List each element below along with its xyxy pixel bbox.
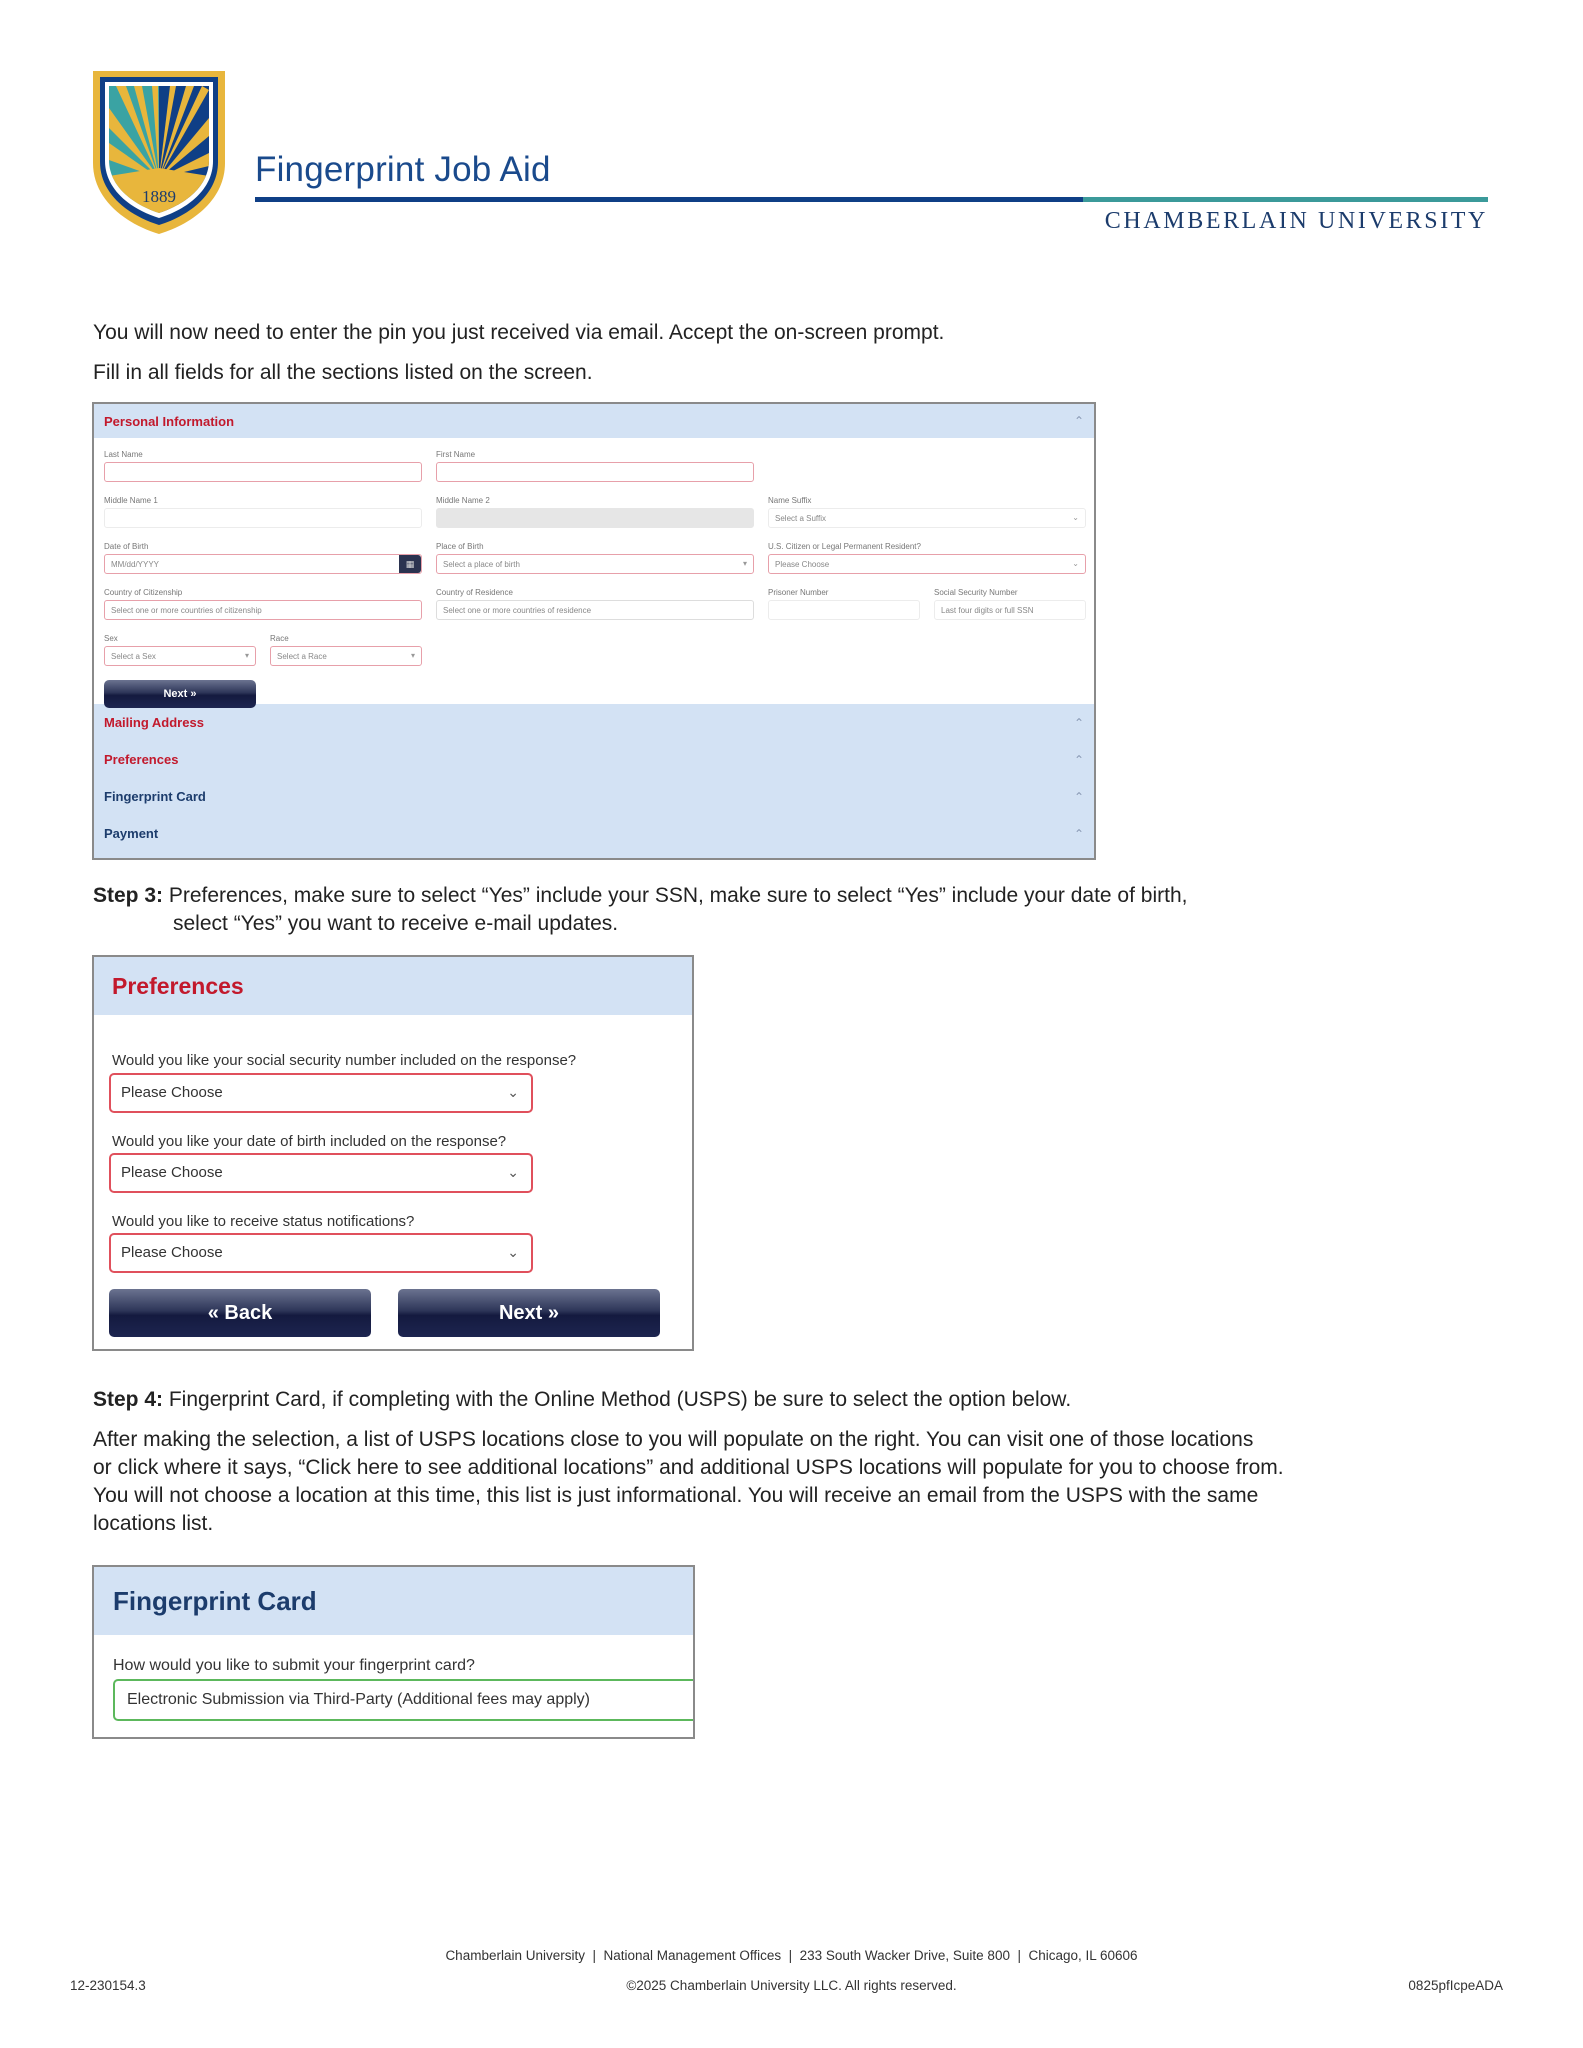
preferences-body	[94, 1015, 692, 1351]
footer-left-code: 12-230154.3	[70, 1978, 146, 1993]
chevron-up-icon[interactable]: ⌃	[1073, 715, 1084, 730]
calendar-icon[interactable]: ▦	[399, 555, 421, 573]
middle-name-2-input	[436, 508, 754, 528]
place-of-birth-label: Place of Birth	[436, 542, 484, 551]
chevron-down-icon: ⌄	[1072, 559, 1079, 568]
dob-label: Date of Birth	[104, 542, 149, 551]
preferences-title: Preferences	[112, 972, 244, 999]
residence-label: Country of Residence	[436, 588, 513, 597]
chevron-up-icon[interactable]: ⌃	[1073, 789, 1084, 804]
step-3-line-1	[93, 882, 1187, 910]
name-suffix-value: Select a Suffix	[775, 514, 826, 523]
step-3-text: Preferences, make sure to select “Yes” include your SSN, make sure to select “Yes” include your date of birth,	[168, 884, 1188, 907]
dob-placeholder: MM/dd/YYYY	[111, 560, 160, 569]
prisoner-number-input[interactable]	[768, 600, 920, 620]
us-citizen-label: U.S. Citizen or Legal Permanent Resident?	[768, 542, 921, 551]
sex-select[interactable]	[104, 646, 256, 666]
us-citizen-value: Please Choose	[775, 560, 830, 569]
personal-info-body	[94, 438, 1094, 704]
preferences-next-button[interactable]: Next »	[398, 1289, 660, 1337]
personal-info-header[interactable]	[94, 404, 1094, 438]
ssn-question-select[interactable]	[109, 1073, 533, 1113]
step-4-para-line: locations list.	[93, 1512, 214, 1535]
sex-value: Select a Sex	[111, 652, 156, 661]
middle-name-2-label: Middle Name 2	[436, 496, 490, 505]
notifications-question-label: Would you like to receive status notifications?	[112, 1213, 415, 1230]
step-4-para-line: or click where it says, “Click here to see additional locations” and additional USPS locations will populate for you to choose from.	[93, 1456, 1284, 1479]
header-rule-teal	[1083, 197, 1488, 202]
chevron-up-icon[interactable]: ⌃	[1073, 826, 1084, 841]
footer-copyright: ©2025 Chamberlain University LLC. All rights reserved.	[626, 1978, 957, 1993]
chevron-down-icon: ⌄	[507, 1244, 519, 1260]
chevron-down-icon: ⌄	[1072, 513, 1079, 522]
fingerprint-question-label: How would you like to submit your fingerprint card?	[113, 1657, 475, 1674]
notifications-question-value: Please Choose	[121, 1244, 223, 1261]
race-select[interactable]	[270, 646, 422, 666]
citizenship-label: Country of Citizenship	[104, 588, 183, 597]
step-4-paragraph	[93, 1426, 1284, 1538]
section-payment[interactable]	[94, 815, 1094, 852]
fingerprint-submission-select[interactable]: Electronic Submission via Third-Party (Additional fees may apply)	[113, 1679, 695, 1721]
first-name-label: First Name	[436, 450, 476, 459]
personal-info-title: Personal Information	[104, 413, 235, 429]
prisoner-number-label: Prisoner Number	[768, 588, 829, 597]
chevron-down-icon: ▾	[742, 559, 747, 568]
dob-question-value: Please Choose	[121, 1164, 223, 1181]
citizenship-input[interactable]: Select one or more countries of citizenship	[104, 600, 422, 620]
dob-question-select[interactable]	[109, 1153, 533, 1193]
document-title: Fingerprint Job Aid	[255, 150, 551, 189]
university-shield-logo	[90, 68, 228, 236]
race-label: Race	[270, 634, 289, 643]
ssn-question-label: Would you like your social security number included on the response?	[112, 1052, 577, 1069]
personal-information-screenshot	[92, 402, 1096, 860]
intro-line-2: Fill in all fields for all the sections listed on the screen.	[93, 361, 593, 384]
chevron-up-icon[interactable]: ⌃	[1073, 752, 1084, 767]
section-label: Mailing Address	[104, 715, 204, 730]
ssn-label: Social Security Number	[934, 588, 1018, 597]
race-value: Select a Race	[277, 652, 327, 661]
first-name-input[interactable]	[436, 462, 754, 482]
notifications-question-select[interactable]	[109, 1233, 533, 1273]
step-4-prefix: Step 4:	[93, 1388, 164, 1411]
name-suffix-select[interactable]	[768, 508, 1086, 528]
header-rule-navy	[255, 197, 1083, 202]
ssn-question-value: Please Choose	[121, 1084, 223, 1101]
last-name-input[interactable]	[104, 462, 422, 482]
chevron-down-icon: ▾	[410, 651, 415, 660]
preferences-back-button[interactable]: « Back	[109, 1289, 371, 1337]
footer-right-code: 0825pfIcpeADA	[1408, 1978, 1503, 1993]
section-preferences[interactable]	[94, 741, 1094, 778]
dob-question-label: Would you like your date of birth included on the response?	[112, 1133, 507, 1150]
section-mailing-address[interactable]	[94, 704, 1094, 741]
collapsed-sections	[94, 704, 1094, 858]
step-4-text: Fingerprint Card, if completing with the Online Method (USPS) be sure to select the option below.	[168, 1388, 1072, 1411]
step-4-para-line: After making the selection, a list of USPS locations close to you will populate on the right. You can visit one of those locations	[93, 1428, 1254, 1451]
sex-label: Sex	[104, 634, 118, 643]
middle-name-1-label: Middle Name 1	[104, 496, 158, 505]
last-name-label: Last Name	[104, 450, 143, 459]
section-label: Fingerprint Card	[104, 789, 206, 804]
chevron-down-icon: ⌄	[507, 1164, 519, 1180]
personal-next-button[interactable]: Next »	[104, 680, 256, 708]
name-suffix-label: Name Suffix	[768, 496, 812, 505]
step-4-line	[93, 1386, 1071, 1414]
chevron-down-icon: ▾	[244, 651, 249, 660]
preferences-header	[94, 957, 692, 1015]
chevron-down-icon: ⌄	[507, 1084, 519, 1100]
place-of-birth-value: Select a place of birth	[443, 560, 520, 569]
dob-input[interactable]	[104, 554, 422, 574]
ssn-input[interactable]: Last four digits or full SSN	[934, 600, 1086, 620]
fingerprint-card-body	[94, 1635, 693, 1739]
section-label: Preferences	[104, 752, 179, 767]
us-citizen-select[interactable]	[768, 554, 1086, 574]
step-3-line-2: select “Yes” you want to receive e-mail updates.	[173, 912, 619, 935]
step-4-para-line: You will not choose a location at this time, this list is just informational. You will receive an email from the USPS with the same	[93, 1484, 1259, 1507]
chevron-up-icon[interactable]: ⌃	[1073, 414, 1084, 428]
step-3-prefix: Step 3:	[93, 884, 164, 907]
residence-input[interactable]: Select one or more countries of residence	[436, 600, 754, 620]
intro-line-1: You will now need to enter the pin you just received via email. Accept the on-screen prompt.	[93, 321, 945, 344]
preferences-screenshot	[92, 955, 694, 1351]
fingerprint-card-screenshot	[92, 1565, 695, 1739]
svg-text:1889: 1889	[142, 187, 176, 206]
middle-name-1-input[interactable]	[104, 508, 422, 528]
university-wordmark: CHAMBERLAIN UNIVERSITY	[1104, 208, 1488, 234]
place-of-birth-select[interactable]	[436, 554, 754, 574]
footer-address: Chamberlain University | National Management Offices | 233 South Wacker Drive, Suite 800 | Chicago, IL 60606	[445, 1948, 1138, 1963]
section-label: Payment	[104, 826, 159, 841]
section-fingerprint-card[interactable]	[94, 778, 1094, 815]
fingerprint-card-title: Fingerprint Card	[113, 1585, 317, 1616]
fingerprint-card-header	[94, 1567, 693, 1635]
